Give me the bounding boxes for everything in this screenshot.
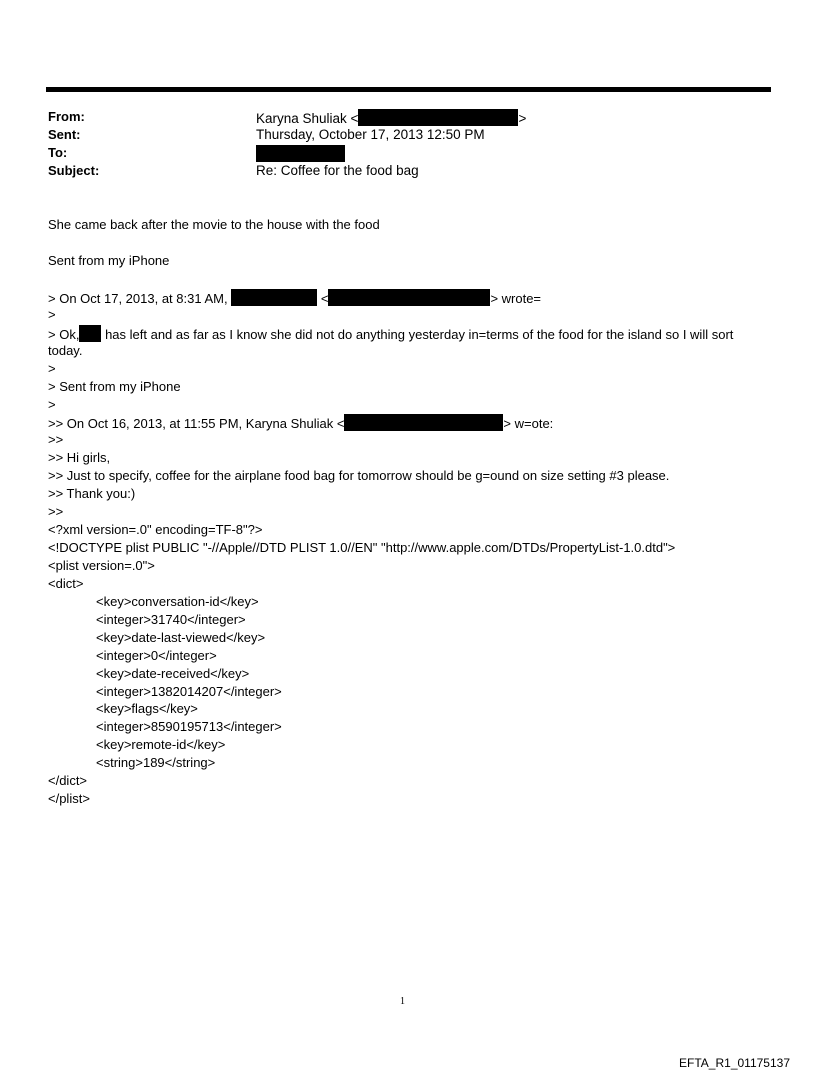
quote-text: > Ok,: [48, 327, 80, 342]
from-label: From:: [48, 109, 85, 124]
to-label: To:: [48, 145, 68, 160]
from-name: Karyna Shuliak <: [256, 111, 359, 126]
body-line: Sent from my iPhone: [48, 253, 170, 268]
quote-line: >> Hi girls,: [48, 450, 111, 465]
quote-line: >> Thank you:): [48, 486, 136, 501]
xml-line: <dict>: [48, 576, 84, 591]
body-line: She came back after the movie to the house with the food: [48, 217, 380, 232]
from-close: >: [518, 111, 527, 126]
redaction-bar: [358, 109, 518, 126]
xml-line: <integer>8590195713</integer>: [96, 719, 282, 734]
quote-text: > wrote=: [490, 291, 542, 306]
quote-text: has left and as far as I know she did not do anything yesterday in=terms of the food for the island so I will sort: [105, 327, 734, 342]
redaction-bar: [256, 145, 345, 162]
quote-line: >>: [48, 432, 64, 447]
quote-text: <: [320, 291, 329, 306]
xml-line: <key>date-received</key>: [96, 666, 250, 681]
subject-label: Subject:: [48, 163, 100, 178]
xml-line: <!DOCTYPE plist PUBLIC "-//Apple//DTD PLIST 1.0//EN" "http://www.apple.com/DTDs/PropertyList-1.0.dtd">: [48, 540, 676, 555]
xml-line: <key>remote-id</key>: [96, 737, 226, 752]
sent-value: Thursday, October 17, 2013 12:50 PM: [256, 127, 485, 142]
quote-line: [48, 289, 541, 307]
quote-line: >> Just to specify, coffee for the airplane food bag for tomorrow should be g=ound on size setting #3 please.: [48, 468, 670, 483]
quote-line: > Sent from my iPhone: [48, 379, 181, 394]
from-value: [256, 109, 526, 127]
xml-line: <?xml version=.0" encoding=TF-8"?>: [48, 522, 263, 537]
quote-line: [48, 414, 553, 432]
quote-line: >>: [48, 504, 64, 519]
redaction-bar: [328, 289, 490, 306]
xml-line: <key>date-last-viewed</key>: [96, 630, 266, 645]
subject-value: Re: Coffee for the food bag: [256, 163, 419, 178]
xml-line: <integer>0</integer>: [96, 648, 217, 663]
xml-line: <key>conversation-id</key>: [96, 594, 259, 609]
quote-line: >: [48, 361, 56, 376]
redaction-bar: [79, 325, 101, 342]
xml-line: </dict>: [48, 773, 88, 788]
redaction-bar: [231, 289, 317, 306]
redaction-bar: [344, 414, 503, 431]
quote-text: > On Oct 17, 2013, at 8:31 AM,: [48, 291, 228, 306]
sent-label: Sent:: [48, 127, 81, 142]
xml-line: <integer>31740</integer>: [96, 612, 246, 627]
quote-line: >: [48, 307, 56, 322]
quote-line: >: [48, 397, 56, 412]
xml-line: <integer>1382014207</integer>: [96, 684, 282, 699]
xml-line: <plist version=.0">: [48, 558, 155, 573]
quote-text: >> On Oct 16, 2013, at 11:55 PM, Karyna Shuliak <: [48, 416, 345, 431]
xml-line: </plist>: [48, 791, 90, 806]
quote-line: [48, 325, 733, 343]
to-value: [256, 145, 345, 163]
quote-line: today.: [48, 343, 83, 358]
xml-line: <string>189</string>: [96, 755, 216, 770]
bates-number: EFTA_R1_01175137: [679, 1056, 790, 1070]
header-rule: [46, 87, 771, 92]
quote-text: > w=ote:: [503, 416, 554, 431]
page-number: 1: [400, 996, 405, 1007]
xml-line: <key>flags</key>: [96, 701, 198, 716]
